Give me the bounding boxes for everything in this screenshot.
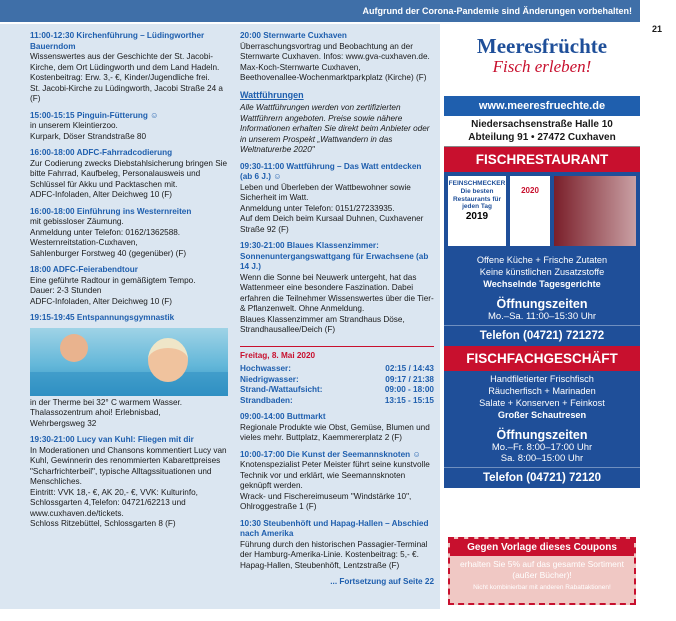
event-item (30, 31, 228, 105)
event-body: Regionale Produkte wie Obst, Gemüse, Blumen und vieles mehr. Buttplatz, Kaemmererplatz 2 (F) (240, 422, 430, 443)
event-item (240, 241, 434, 336)
events-column-2 (234, 24, 440, 609)
restaurant-info-line: Offene Küche + Frische Zutaten (476, 255, 608, 265)
hours-heading: Öffnungszeiten (496, 296, 588, 311)
event-title: 09:30-11:00 Wattführung – Das Watt entdecken (ab 6 J.) ☺ (240, 161, 422, 182)
event-lucy-van-kuhl (30, 435, 228, 530)
event-body: Zur Codierung zwecks Diebstahlsicherung bringen Sie bitte Fahrrad, Kaufbeleg, Personalausweis und Schlüssel für Akku und Packtaschen mit. ADFC-Infoladen, Alter Deichweg 10 (F) (30, 158, 228, 199)
discount-coupon[interactable] (448, 537, 636, 605)
event-title: 19:30-21:00 Blaues Klassenzimmer: Sonnenuntergangswattgang für Erwachsene (ab 14 J.) (240, 241, 429, 272)
tide-label: Hochwasser: (240, 364, 291, 374)
event-title: 19:30-21:00 Lucy van Kuhl: Fliegen mit dir (30, 435, 194, 444)
award-title: Die besten Restaurants für jeden Tag (452, 187, 502, 211)
restaurant-hours (444, 294, 640, 325)
event-sternwarte (240, 31, 434, 84)
shop-heading: FISCHFACHGESCHÄFT (444, 346, 640, 371)
shop-info-line: Räucherfisch + Marinaden (488, 385, 596, 396)
event-item (30, 207, 228, 260)
restaurant-info (444, 252, 640, 294)
tide-value: 13:15 - 15:15 (384, 395, 434, 405)
event-body: Knotenspezialist Peter Meister führt seine kunstvolle Technik vor und erklärt, wie Seemannsknoten geknüpft werden. Wrack- und Fischereimuseum "Windstärke 10", Ohlroggestraße 1 (F) (240, 460, 430, 512)
event-body: Überraschungsvortrag und Beobachtung an der Sternwarte Cuxhaven. Infos: www.gva-cuxhaven.de. Max-Koch-Sternwarte Cuxhaven, Beethovenallee-Wochenmarktparkplatz (Kirche) (F) (240, 41, 430, 82)
event-title: 18:00 ADFC-Feierabendtour (30, 265, 138, 274)
award-year: 2019 (465, 211, 489, 223)
event-body: Wenn die Sonne bei Neuwerk untergeht, hat das Wattenmeer eine besondere Faszination. Dabei erfahren die Teilnehmer Wissenswertes über die Tier- & Pflanzenwelt. Ohne Anmeldung. Blaues Klassenzimmer am Strandhaus Döse, Strandhausallee/Deich (F) (240, 272, 434, 335)
hours-line: Mo.–Sa. 11:00–15:30 Uhr (487, 310, 597, 322)
tide-table (240, 364, 434, 406)
event-item (30, 111, 228, 143)
second-award (510, 176, 550, 246)
event-body: Leben und Überleben der Wattbewohner sowie Sicherheit im Watt. Anmeldung unter Telefon: 0151/27233935. Auf dem Deich beim Kursaal Duhnen, Cuxhavener Straße 92 (F) (240, 182, 424, 234)
event-item (30, 148, 228, 201)
watt-intro: Alle Wattführungen werden von zertifizierten Wattführern angeboten. Preise sowie nähere Informationen erhalten Sie direkt beim Anbieter oder in unserem Prospekt „Wattwandern in das Weltnaturerbe 2020" (240, 103, 430, 155)
watt-heading: Wattführungen (240, 89, 304, 100)
tide-value: 09:00 - 18:00 (384, 385, 434, 395)
tide-label: Strand-/Wattaufsicht: (240, 385, 323, 395)
award-banner (444, 172, 640, 252)
ad-address-line-1: Niedersachsenstraße Halle 10 (471, 119, 613, 130)
friday-heading: Freitag, 8. Mai 2020 (240, 346, 434, 362)
meeresfruechte-ad (444, 24, 640, 609)
page-number: 21 (651, 24, 662, 34)
tide-row (240, 385, 434, 396)
events-column-1 (0, 24, 234, 609)
ad-address (444, 116, 640, 147)
shop-info-line: Handfiletierter Frischfisch (490, 373, 594, 384)
tide-row (240, 375, 434, 386)
shop-info (444, 371, 640, 425)
event-title: 15:00-15:15 Pinguin-Fütterung ☺ (30, 110, 159, 120)
event-body: in unserem Kleintierzoo. Kurpark, Döser Strandstraße 80 (30, 121, 147, 141)
coupon-body: erhalten Sie 5% auf das gesamte Sortiment (außer Bücher)! (460, 559, 624, 581)
event-body: in der Therme bei 32° C warmem Wasser. Thalassozentrum ahoi! Erlebnisbad, Wehrbergsweg 32 (30, 397, 183, 428)
ad-logo (444, 24, 640, 96)
coupon-heading: Gegen Vorlage dieses Coupons (450, 539, 634, 556)
corona-notice: Aufgrund der Corona-Pandemie sind Änderungen vorbehalten! (362, 6, 632, 16)
event-item (240, 450, 434, 513)
restaurant-phone[interactable]: Telefon (04721) 721272 (444, 325, 640, 346)
event-title: 19:15-19:45 Entspannungsgymnastik (30, 313, 175, 322)
hours-line: Mo.–Fr. 8:00–17:00 Uhr (491, 441, 593, 453)
shop-info-line: Salate + Konserven + Feinkost (479, 397, 605, 408)
event-title: 16:00-18:00 Einführung ins Westernreiten (30, 206, 192, 216)
event-body: Führung durch den historischen Passagier-Terminal der Hamburg-Amerika-Linie. Kostenbeitrag: 5,- €. Hapag-Hallen, Steubenhöft, Lentzstraße (F) (240, 539, 428, 570)
event-body: mit gebissloser Zäumung. Anmeldung unter Telefon: 0162/1362588. Westernreitstation-Cuxhaven, Sahlenburger Forstweg 40 (gegenüber) (F) (30, 217, 187, 258)
ad-slogan: Fisch erleben! (492, 57, 592, 76)
event-title: 10:00-17:00 Die Kunst der Seemannsknoten ☺ (240, 449, 421, 459)
shop-phone[interactable]: Telefon (04721) 72120 (444, 467, 640, 488)
restaurant-photo (554, 176, 636, 246)
event-title: 16:00-18:00 ADFC-Fahrradcodierung (30, 148, 173, 157)
hours-heading: Öffnungszeiten (496, 427, 588, 442)
shop-hours (444, 425, 640, 467)
event-title: 10:30 Steubenhöft und Hapag-Hallen – Abschied nach Amerika (240, 518, 429, 539)
award-brand: FEINSCHMECKER (448, 180, 506, 187)
event-item (30, 265, 228, 307)
event-body: Eine geführte Radtour in gemäßigtem Tempo. Dauer: 2-3 Stunden ADFC-Infoladen, Alter Deichweg 10 (F) (30, 275, 196, 306)
tide-label: Strandbaden: (240, 395, 293, 405)
event-body: In Moderationen und Chansons kommentiert Lucy van Kuhl, Gewinnerin des renommierten Kabarettpreises "Scharfrichterbeil", typische Alltagssituationen und Menschliches. Eintritt: VVK 18,- €, AK 20,- €, VVK: Kulturinfo, Schlossgarten 4,Telefon: 04721/62213 und www.cuxhaven.de/tickets. Schloss Ritzebüttel, Schlossgarten 8 (F) (30, 445, 227, 528)
event-item (240, 412, 434, 444)
event-item (240, 519, 434, 572)
event-item (240, 162, 434, 236)
swimming-photo (30, 328, 228, 396)
restaurant-heading: FISCHRESTAURANT (444, 147, 640, 172)
hours-line: Sa. 8:00–15:00 Uhr (500, 452, 584, 464)
award2-year: 2020 (521, 186, 539, 195)
event-entspannungsgymnastik (30, 313, 228, 429)
tide-label: Niedrigwasser: (240, 374, 299, 384)
shop-info-bold: Großer Schautresen (497, 409, 587, 420)
corona-notice-bar (0, 0, 640, 22)
ad-address-line-2: Abteilung 91 • 27472 Cuxhaven (468, 132, 616, 143)
event-title: 09:00-14:00 Buttmarkt (240, 412, 326, 422)
ad-url[interactable]: www.meeresfruechte.de (444, 96, 640, 116)
continued-link[interactable]: ... Fortsetzung auf Seite 22 (330, 577, 434, 587)
event-title: 20:00 Sternwarte Cuxhaven (240, 31, 347, 40)
event-title: 11:00-12:30 Kirchenführung – Lüdingworther Bauerndom (30, 31, 205, 51)
restaurant-info-bold: Wechselnde Tagesgerichte (483, 278, 601, 289)
event-body: Wissenswertes aus der Geschichte der St. Jacobi-Kirche, dem Ort Lüdingworth und dem Land Hadeln. Kostenbeitrag: Erw. 3,- €, Kinder/Jugendliche frei. St. Jacobi-Kirche zu Lüdingworth, Jacobi Straße 24 a (F) (30, 52, 223, 103)
tide-value: 02:15 / 14:43 (385, 364, 434, 374)
ad-brand: Meeresfrüchte (476, 34, 608, 58)
coupon-small: Nicht kombinierbar mit anderen Rabattaktionen! (473, 584, 611, 592)
tide-row (240, 364, 434, 375)
tide-value: 09:17 / 21:38 (385, 374, 434, 384)
tide-row (240, 396, 434, 407)
restaurant-info-line: Keine künstlichen Zusatzstoffe (479, 266, 605, 277)
feinschmecker-award (448, 176, 506, 246)
